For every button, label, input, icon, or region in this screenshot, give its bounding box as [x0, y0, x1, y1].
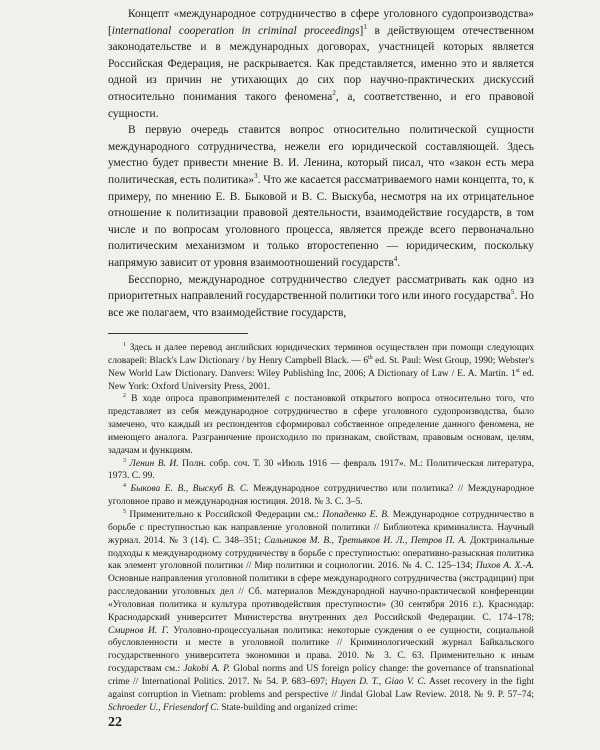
- footnote-ref-1: 1: [363, 22, 367, 31]
- page-number: 22: [108, 715, 122, 730]
- footnote-divider: [108, 333, 248, 334]
- paragraph-1: Концепт «международное сотрудничество в сфере уголовного судопроизводства» [international cooperation in criminal proceedings]$^1$ в действующем отечественном законодательстве и в международных договорах, участницей которых является Российская Федерация, не раскрывается. Как представляется, именно это и является одной из причин не утихающих до сих пор научно-практических дискуссий относительно понимания такого феномена$^2$, а, соответственно, и его правовой сущности.: [108, 8, 534, 120]
- footnote-ref-4: 4: [393, 255, 398, 264]
- footnote-ref-3: 3: [254, 172, 258, 181]
- footnote-2: $^2$ В ходе опроса правоприменителей с постановкой открытого вопроса относительно того, что представляет из себя международное сотрудничество в сфере уголовного судопроизводства, было замечено, что каждый из респондентов сформировал собственное определение данного феномена, не имеющего аналога. Разграничение происходило по признакам, свойствам, правовым основам, целям, задачам и функциям.: [108, 393, 534, 456]
- paragraph-3: Бесспорно, международное сотрудничество следует рассматривать как одно из приоритетных направлений государственной политики того или иного государства$^5$. Но все же полагаем, что взаимодействие государств,: [108, 273, 534, 319]
- paragraph-2: В первую очередь ставится вопрос относительно политической сущности международного сотрудничества, нежели его юридической составляющей. Здесь уместно будет привести мнение В. И. Ленина, который писал, что «закон есть мера политическая, есть политика»$^3$. Что же касается рассматриваемого нами концепта, то, к примеру, по мнению Е. В. Быковой и В. С. Выскуба, несмотря на их отрицательное отношение к политизации правовой деятельности, взаимодействие государств, в том числе и по вопросам уголовного процесса, является прежде всего первоначально политическим механизмом и только второстепенно — юридическим, поскольку напрямую зависит от уровня взаимоотношений государств$^4$.: [108, 124, 534, 269]
- footnote-1: $^1$ Здесь и далее перевод английских юридических терминов осуществлен при помощи следующих словарей: Black's Law Dictionary / by Henry Campbell Black. — 6th ed. St. Paul: West Group, 1990; Webster's New World Law Dictionary. Danvers: Wiley Publishing Inc, 2006; A Dictionary of Law / E. A. Martin. 1st ed. New York: Oxford University Press, 2001.: [108, 341, 535, 392]
- footnotes: [108, 342, 534, 714]
- main-text: [108, 6, 534, 321]
- english-term: international cooperation in criminal proceedings: [111, 24, 360, 37]
- footnote-ref-2: 2: [332, 89, 336, 98]
- footnote-5: $^5$ Применительно к Российской Федерации см.: Попаденко Е. В. Международное сотрудничество в борьбе с преступностью как направление уголовной политики // Библиотека криминалиста. Научный журнал. 2014. № 3 (14). С. 348–351; Сальников М. В., Третьяков И. Л., Петров П. А. Доктринальные подходы к международному сотрудничеству в борьбе с преступностью: оперативно-разыскная политика как элемент уголовной политики // Мир политики и социологии. 2016. № 4. С. 125–134; Пихов А. Х.-А. Основные направления уголовной политики в сфере международного сотрудничества (экстрадиции) при расследовании уголовных дел // Сб. материалов Международной научно-практической конференции «Уголовная политика и культура противодействия преступности» (30 сентября 2016 г.). Краснодар: Краснодарский университет Министерства внутренних дел Российской Федерации. С. 174–178; Смирнов И. Г. Уголовно-процессуальная политика: некоторые суждения о ее сущности, социальной обусловленности и месте в уголовной политике // Криминологический журнал Байкальского государственного университета экономики и права. 2010. № 3. С. 63. Применительно к иным государствам см.: Jakobi A. P. Global norms and US foreign policy change: the governance of transnational crime // International Politics. 2017. № 54. P. 683–697; Huyen D. T., Giao V. C. Asset recovery in the fight against corruption in Vietnam: problems and perspective // Jindal Global Law Review. 2018. № 9. P. 57–74; Schroeder U., Friesendorf C. State-building and organized crime:: [108, 508, 535, 713]
- footnote-4: $^4$ Быкова Е. В., Выскуб В. С. Международное сотрудничество или политика? // Международное уголовное право и международная юстиция. 2018. № 3. С. 3–5.: [108, 483, 534, 508]
- footnote-3: $^3$ Ленин В. И. Полн. собр. соч. Т. 30 «Июль 1916 — февраль 1917». М.: Политическая литература, 1973. С. 99.: [108, 457, 535, 482]
- footnote-ref-5: 5: [510, 288, 515, 297]
